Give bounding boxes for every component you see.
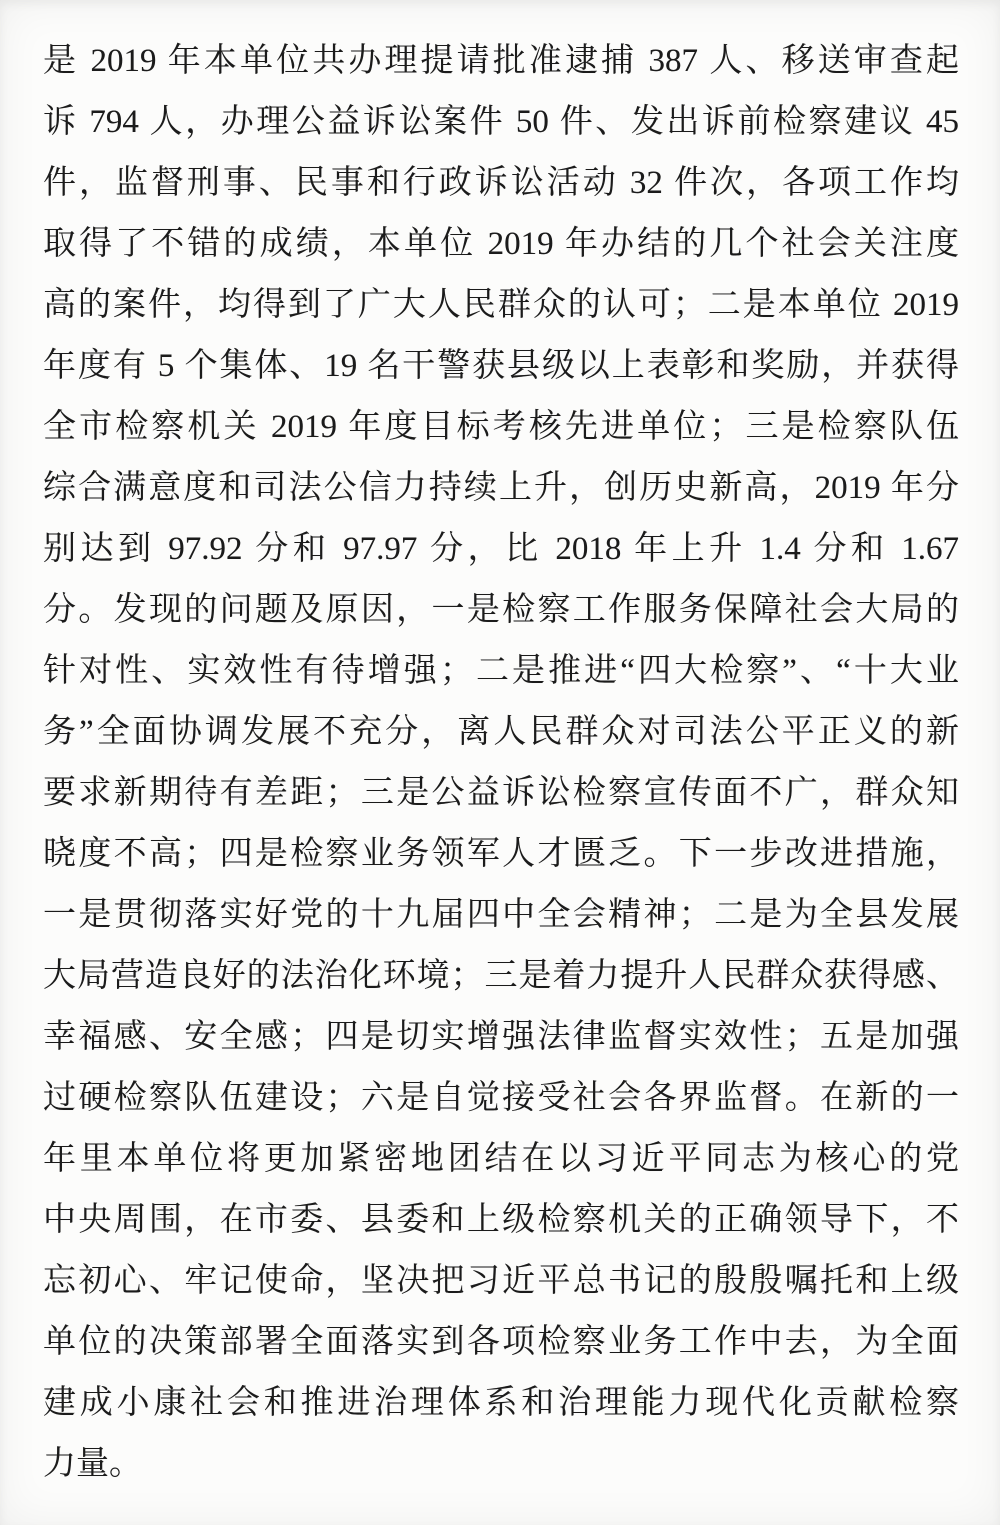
text-line: 高的案件，均得到了广大人民群众的认可；二是本单位 2019: [43, 287, 959, 323]
text-line: 一是贯彻落实好党的十九届四中全会精神；二是为全县发展: [43, 897, 959, 933]
document-text-block: [43, 31, 959, 1495]
text-line: 大局营造良好的法治化环境；三是着力提升人民群众获得感、: [43, 958, 959, 994]
text-line: 针对性、实效性有待增强；二是推进“四大检察”、“十大业: [43, 653, 959, 689]
text-line: 要求新期待有差距；三是公益诉讼检察宣传面不广，群众知: [43, 775, 959, 811]
text-line: 忘初心、牢记使命，坚决把习近平总书记的殷殷嘱托和上级: [43, 1263, 959, 1299]
text-line: 诉 794 人，办理公益诉讼案件 50 件、发出诉前检察建议 45: [43, 104, 959, 140]
text-line: 中央周围，在市委、县委和上级检察机关的正确领导下，不: [43, 1202, 959, 1238]
text-line: 别达到 97.92 分和 97.97 分，比 2018 年上升 1.4 分和 1.67: [43, 531, 959, 567]
text-line: 务”全面协调发展不充分，离人民群众对司法公平正义的新: [43, 714, 959, 750]
text-line: 年度有 5 个集体、19 名干警获县级以上表彰和奖励，并获得: [43, 348, 959, 384]
text-line: 单位的决策部署全面落实到各项检察业务工作中去，为全面: [43, 1324, 959, 1360]
text-line: 晓度不高；四是检察业务领军人才匮乏。下一步改进措施，: [43, 836, 959, 872]
text-line: 力量。: [43, 1446, 142, 1482]
text-line: 件，监督刑事、民事和行政诉讼活动 32 件次，各项工作均: [43, 165, 959, 201]
text-line: 全市检察机关 2019 年度目标考核先进单位；三是检察队伍: [43, 409, 959, 445]
text-line: 分。发现的问题及原因，一是检察工作服务保障社会大局的: [43, 592, 959, 628]
text-line: 是 2019 年本单位共办理提请批准逮捕 387 人、移送审查起: [43, 43, 959, 79]
text-line: 建成小康社会和推进治理体系和治理能力现代化贡献检察: [43, 1385, 959, 1421]
text-line: 幸福感、安全感；四是切实增强法律监督实效性；五是加强: [43, 1019, 959, 1055]
text-line: 年里本单位将更加紧密地团结在以习近平同志为核心的党: [43, 1141, 959, 1177]
text-line: 取得了不错的成绩，本单位 2019 年办结的几个社会关注度: [43, 226, 959, 262]
text-line: 过硬检察队伍建设；六是自觉接受社会各界监督。在新的一: [43, 1080, 959, 1116]
text-line: 综合满意度和司法公信力持续上升，创历史新高，2019 年分: [43, 470, 959, 506]
